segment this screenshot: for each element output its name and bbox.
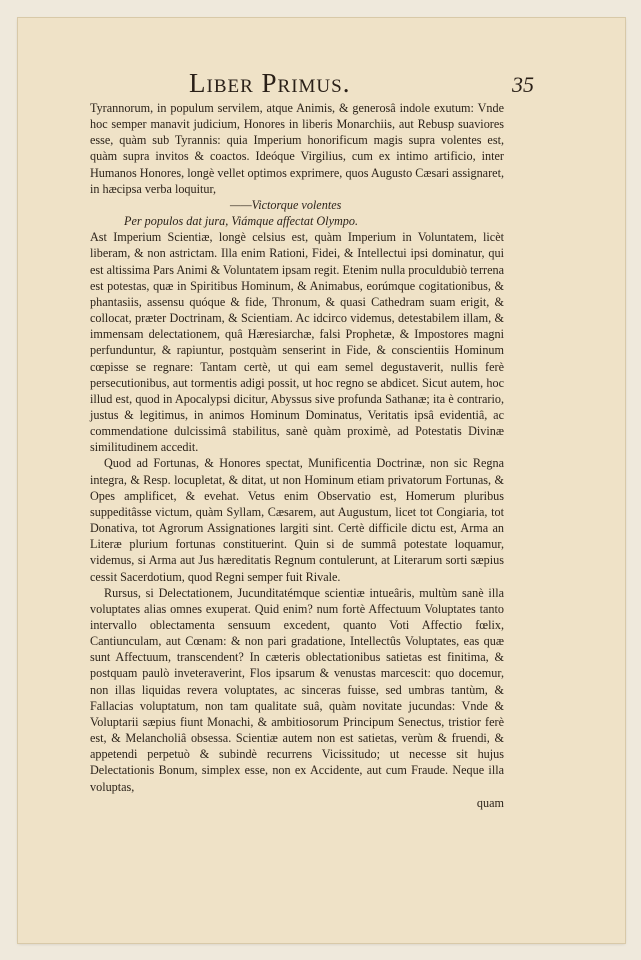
verse-line-1: ——Victorque volentes [230, 197, 342, 212]
text-block [90, 100, 504, 811]
paragraph-2: Ast Imperium Scientiæ, longè celsius est, quàm Imperium in Voluntatem, licèt liberam, & non astrictam. Illa enim Rationi, Fidei, & Intellectui ipsi dominatur, qui est altissima Pars Animi & Voluntatem ipsam regit. Etenim nulla proculdubiò terrena est potestas, quæ in Spiritibus Hominum, & Animabus, eorúmque cogitationibus, & phantasiis, assensu quóque & fide, Thronum, & quasi Cathedram suam erigit, & collocat, præter Doctrinam, & Scientiam. Ac idcirco videmus, detestabilem illam, & immensam delectationem, quâ Hæresiarchæ, falsi Prophetæ, & Impostores magni perfunduntur, & rapiuntur, postquàm senserint in Fide, & conscientiis Hominum cœpisse se regnare: Tantam certè, ut qui eam semel degustaverit, nullis ferè persecutionibus, aut tormentis adigi possit, ut hoc regno se abdicet. Sicut autem, hoc illud est, quod in Apocalypsi dicitur, Abyssus sive profunda Sathanæ; ita è contrario, justus & legitimus, in animos Hominum Dominatus, Veritatis ipsâ evidentiâ, ac commendatione dulcissimâ stabilitus, sanè quàm proximè, ad Potestatis Divinæ similitudinem accedit. [90, 230, 504, 455]
paragraph-4: Rursus, si Delectationem, Jucunditatémque scientiæ intueâris, multùm sanè illa voluptates alias omnes exuperat. Quid enim? num fortè Affectuum Voluptates tanto intervallo oblectamenta sensuum excedent, quanto Voti Affectio fœlix, Cantiunculam, aut Cœnam: & non pari gradatione, Intellectûs Voluptates, eas quæ sunt Affectuum, transcendent? In cæteris oblectationibus satietas est finitima, & postquam paulò inveteraverint, Flos ipsarum & venustas marcescit: quo docemur, non illas liquidas revera voluptates, ac sinceras fuisse, sed umbras tantùm, & Fallacias voluptatum, non tam qualitate suâ, quàm novitate jucundas: Vnde & Voluptarii sæpius fiunt Monachi, & ambitiosorum Principum Senectus, tristior ferè est, & Melancholiâ obsessa. Scientiæ autem non est satietas, verùm & fruendi, & appetendi perpetuò & subindè recurrens Vicissitudo; ut necesse sit hujus Delectationis Bonum, simplex esse, non ex Accidente, aut cum Fraude. Neque illa voluptas, [90, 585, 504, 794]
catchword: quam [476, 795, 504, 810]
paragraph-3: Quod ad Fortunas, & Honores spectat, Munificentia Doctrinæ, non sic Regna integra, & Resp. locupletat, & ditat, ut non Hominum etiam privatorum Fortunas, & Opes amplificet, & evehat. Vetus enim Observatio est, Homerum pluribus suppeditâsse victum, quàm Syllam, Cæsarem, aut Augustum, licet tot Congiaria, tot Donativa, tot Agrorum Assignationes largiti sint. Certè difficile dictu est, Arma an Literæ plurium fortunas constituerint. Quin si de summâ potestate loquamur, videmus, si Arma aut Jus hæreditatis Regnum contulerunt, at Literarum sorti sæpius cessit Sacerdotium, quod Regni semper fuit Rivale. [90, 456, 504, 584]
book-page [18, 18, 625, 943]
page-number: 35 [512, 72, 534, 97]
verse-line-2: Per populos dat jura, Viámque affectat Olympo. [124, 214, 359, 229]
running-head [18, 66, 625, 100]
paragraph-1: Tyrannorum, in populum servilem, atque Animis, & generosâ indole exutum: Vnde hoc semper manavit judicium, Honores in liberis Monarchiis, aut Rebusp suaviores esse, quàm sub Tyrannis: quia Imperium honorificum magis supra volentes est, quàm supra invitos & coactos. Ideóque Virgilius, cum ex intimo artificio, inter Humanos Honores, longè vellet optimos exprimere, quos Augusto Cæsari assignaret, in hæcipsa verba loquitur, [90, 101, 504, 196]
running-title: Liber Primus. [189, 68, 351, 98]
